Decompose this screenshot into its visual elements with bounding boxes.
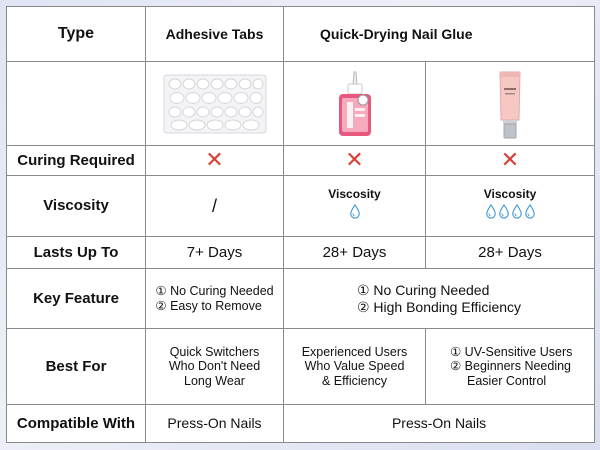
viscosity-glue2-drops bbox=[485, 204, 536, 219]
curing-adhesive-cell bbox=[146, 146, 284, 176]
best-for-glue2-item: ② Beginners Needing Easier Control bbox=[450, 359, 572, 388]
key-feature-label: Key Feature bbox=[7, 269, 146, 329]
curing-row bbox=[7, 146, 595, 176]
compatible-glue-value: Press-On Nails bbox=[284, 405, 595, 443]
viscosity-glue2-label: Viscosity bbox=[483, 186, 537, 201]
comparison-sheet bbox=[6, 6, 594, 442]
water-drop-icon bbox=[498, 204, 510, 219]
best-for-glue1-line: Experienced Users bbox=[301, 344, 408, 359]
best-for-adhesive-cell bbox=[146, 329, 284, 405]
viscosity-adhesive-value: / bbox=[146, 176, 284, 237]
nail-glue-header: Quick-Drying Nail Glue bbox=[284, 7, 595, 62]
cross-icon: ✕ bbox=[345, 146, 364, 172]
lasts-label: Lasts Up To bbox=[7, 237, 146, 269]
water-drop-icon bbox=[485, 204, 497, 219]
best-for-label: Best For bbox=[7, 329, 146, 405]
viscosity-row bbox=[7, 176, 595, 237]
compatible-label: Compatible With bbox=[7, 405, 146, 443]
adhesive-tabs-header: Adhesive Tabs bbox=[146, 7, 284, 62]
best-for-glue1-line: & Efficiency bbox=[321, 373, 388, 388]
viscosity-glue1-cell bbox=[284, 176, 426, 237]
curing-glue1-cell bbox=[284, 146, 426, 176]
viscosity-glue1-drops bbox=[349, 204, 361, 219]
nail-glue-bottle-image-cell bbox=[284, 62, 426, 146]
lasts-adhesive-value: 7+ Days bbox=[146, 237, 284, 269]
key-feature-glue-item: ① No Curing Needed bbox=[356, 282, 490, 299]
best-for-adhesive-line: Who Don't Need bbox=[168, 359, 261, 374]
key-feature-adhesive-cell bbox=[146, 269, 284, 329]
water-drop-icon bbox=[349, 204, 361, 219]
best-for-glue1-line: Who Value Speed bbox=[304, 359, 405, 374]
lasts-row bbox=[7, 237, 595, 269]
viscosity-glue2-cell bbox=[426, 176, 595, 237]
header-row bbox=[7, 7, 595, 62]
cross-icon: ✕ bbox=[205, 146, 224, 172]
adhesive-tabs-image-cell bbox=[146, 62, 284, 146]
compatible-adhesive-value: Press-On Nails bbox=[146, 405, 284, 443]
best-for-adhesive-line: Long Wear bbox=[184, 373, 245, 388]
comparison-table bbox=[6, 6, 595, 443]
viscosity-label: Viscosity bbox=[7, 176, 146, 237]
water-drop-icon bbox=[524, 204, 536, 219]
best-for-row bbox=[7, 329, 595, 405]
key-feature-row bbox=[7, 269, 595, 329]
type-header: Type bbox=[7, 7, 146, 62]
image-row bbox=[7, 62, 595, 146]
lasts-glue1-value: 28+ Days bbox=[284, 237, 426, 269]
compatible-row bbox=[7, 405, 595, 443]
curing-label: Curing Required bbox=[7, 146, 146, 176]
key-feature-adhesive-item: ① No Curing Needed bbox=[155, 284, 274, 299]
best-for-glue2-item: ① UV-Sensitive Users bbox=[450, 344, 573, 359]
cross-icon: ✕ bbox=[500, 146, 520, 172]
viscosity-glue1-label: Viscosity bbox=[328, 186, 381, 201]
key-feature-glue-item: ② High Bonding Efficiency bbox=[356, 298, 522, 315]
key-feature-glue-cell bbox=[284, 269, 595, 329]
curing-glue2-cell bbox=[426, 146, 595, 176]
image-row-label bbox=[7, 62, 146, 146]
best-for-glue2-cell bbox=[426, 329, 595, 405]
key-feature-adhesive-item: ② Easy to Remove bbox=[155, 298, 262, 313]
nail-glue-tube-image bbox=[495, 68, 525, 140]
best-for-glue1-cell bbox=[284, 329, 426, 405]
nail-glue-tube-image-cell bbox=[426, 62, 595, 146]
nail-glue-bottle-image bbox=[333, 70, 377, 138]
lasts-glue2-value: 28+ Days bbox=[426, 237, 595, 269]
best-for-adhesive-line: Quick Switchers bbox=[169, 344, 260, 359]
adhesive-tabs-sheet-image bbox=[163, 74, 267, 134]
water-drop-icon bbox=[511, 204, 523, 219]
